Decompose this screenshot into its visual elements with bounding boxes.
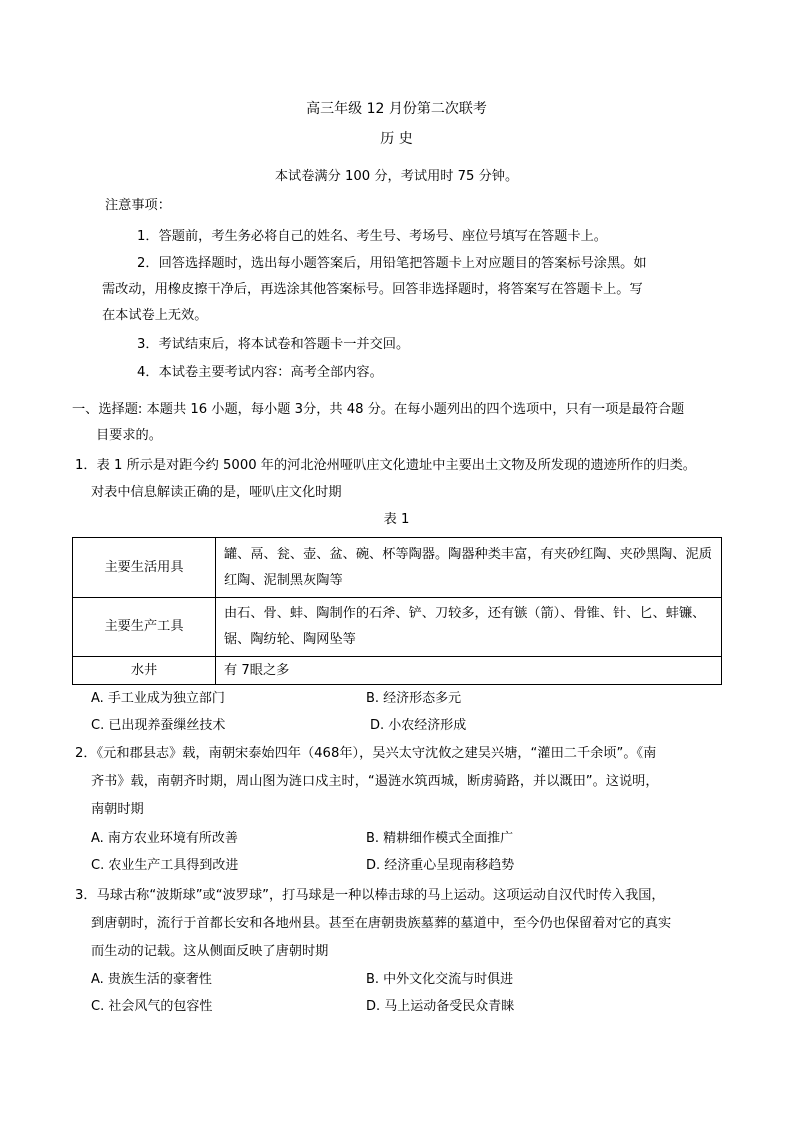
q3-option-c[interactable]: C. 社会风气的包容性 [91,999,213,1014]
q3-option-a[interactable]: A. 贵族生活的豪奢性 [91,972,212,987]
table-key: 主要生活用具 [73,538,216,598]
q3-option-b[interactable]: B. 中外文化交流与时俱进 [366,972,514,987]
q2-option-b[interactable]: B. 精耕细作模式全面推广 [366,831,514,846]
table-value: 有 7眼之多 [216,657,722,685]
table-value: 罐、鬲、瓮、壶、盆、碗、杯等陶器。陶器种类丰富，有夹砂红陶、夹砂黑陶、泥质红陶、泥制黑灰陶等 [216,538,722,598]
exam-subject: 历 史 [380,131,413,147]
question-2-stem-cont: 齐书》载，南朝齐时期，周山图为涟口戍主时，“遏涟水筑西城，断虏骑路，并以溉田”。这说明， [91,774,659,789]
note-2-line-3: 在本试卷上无效。 [102,308,208,323]
q2-option-c[interactable]: C. 农业生产工具得到改进 [91,858,239,873]
note-3: 3．考试结束后，将本试卷和答题卡一并交回。 [137,337,410,352]
q2-option-a[interactable]: A. 南方农业环境有所改善 [91,831,238,846]
table-key: 水井 [73,657,216,685]
section-1-heading: 一、选择题: 本题共 16 小题，每小题 3分，共 48 分。在每小题列出的四个选项中，只有一项是最符合题 [72,402,685,417]
exam-title: 高三年级 12 月份第二次联考 [306,101,487,117]
q1-option-a[interactable]: A. 手工业成为独立部门 [91,691,225,706]
q3-option-d[interactable]: D. 马上运动备受民众青睐 [366,999,515,1014]
table-caption: 表 1 [383,512,410,527]
question-3-stem: 3．马球古称“波斯球”或“波罗球”，打马球是一种以棒击球的马上运动。这项运动自汉代时传入我国， [75,888,665,903]
table-row [73,657,722,685]
q1-option-c[interactable]: C. 已出现养蚕缫丝技术 [91,718,226,733]
table-row [73,538,722,598]
note-2-line-1: 2．回答选择题时，选出每小题答案后，用铅笔把答题卡上对应题目的答案标号涂黑。如 [137,256,647,271]
question-2-stem-end: 南朝时期 [91,802,144,817]
note-4: 4．本试卷主要考试内容：高考全部内容。 [137,365,383,380]
notes-heading: 注意事项： [105,198,171,213]
table-value: 由石、骨、蚌、陶制作的石斧、铲、刀较多，还有镞（箭）、骨锥、针、匕、蚌镰、锯、陶纺轮、陶网坠等 [216,598,722,657]
question-2-stem: 2．《元和郡县志》载，南朝宋泰始四年（468年），吴兴太守沈攸之建吴兴塘，“灌田二千余顷”。《南 [75,746,657,761]
q1-option-b[interactable]: B. 经济形态多元 [366,691,462,706]
question-1-stem-cont: 对表中信息解读正确的是，哑叭庄文化时期 [91,485,342,500]
table-row [73,598,722,657]
table-key: 主要生产工具 [73,598,216,657]
section-1-heading-cont: 目要求的。 [96,428,162,443]
note-2-line-2: 需改动，用橡皮擦干净后，再选涂其他答案标号。回答非选择题时，将答案写在答题卡上。写 [102,282,643,297]
question-3-stem-cont: 到唐朝时，流行于首都长安和各地州县。甚至在唐朝贵族墓葬的墓道中，至今仍也保留着对它的真实 [91,916,672,931]
table-1 [72,537,722,685]
q2-option-d[interactable]: D. 经济重心呈现南移趋势 [366,858,515,873]
q1-option-d[interactable]: D. 小农经济形成 [370,718,467,733]
note-1: 1．答题前，考生务必将自己的姓名、考生号、考场号、座位号填写在答题卡上。 [137,229,607,244]
question-3-stem-end: 而生动的记载。这从侧面反映了唐朝时期 [91,944,329,959]
exam-info: 本试卷满分 100 分，考试用时 75 分钟。 [274,169,519,184]
question-1-stem: 1．表 1 所示是对距今约 5000 年的河北沧州哑叭庄文化遗址中主要出土文物及所发现的遗迹所作的归类。 [75,458,696,473]
